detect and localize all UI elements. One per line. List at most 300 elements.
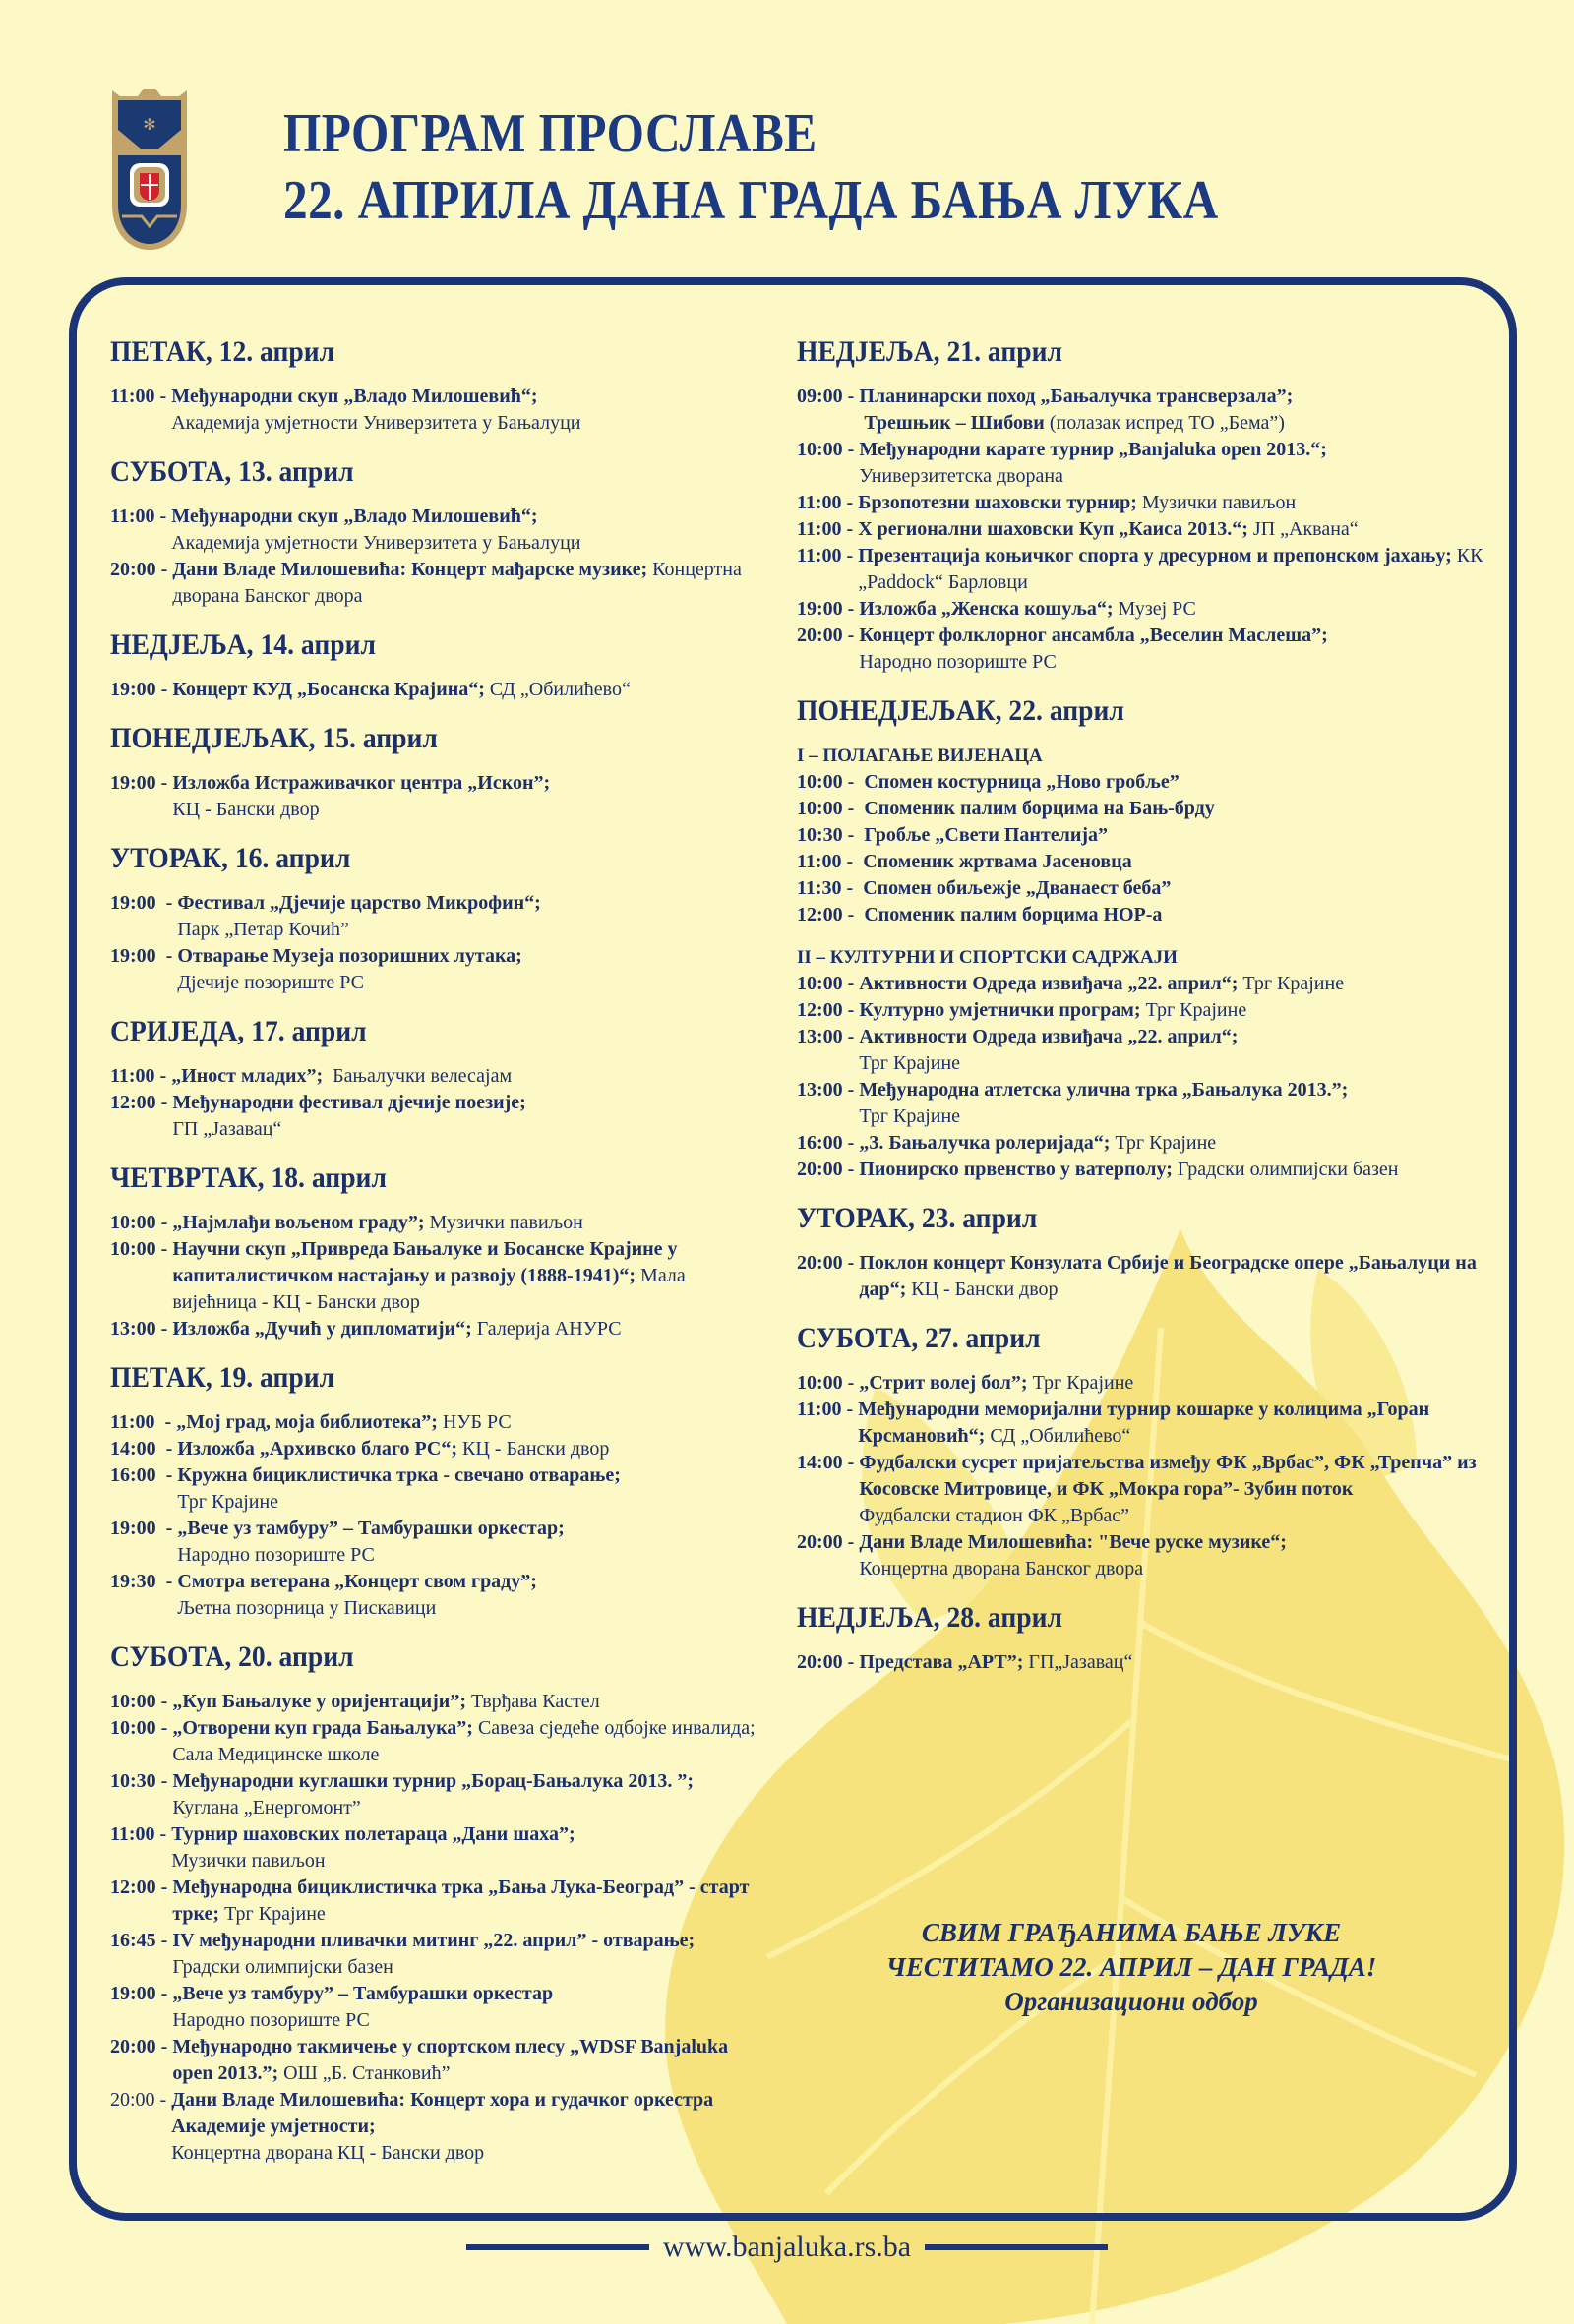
- event-main-line: [172, 1875, 759, 1928]
- event-venue: Куглана „Енергомонт”: [172, 1770, 699, 1818]
- event-title: Смотра ветерана „Концерт свом граду”;: [177, 1571, 537, 1592]
- event-time: 14:00 -: [110, 1438, 178, 1460]
- event-venue: Академија умјетности Универзитета у Бањалуци: [171, 532, 581, 554]
- event-details: [171, 1063, 759, 1090]
- event-main-line: [171, 1063, 759, 1090]
- event-venue: Фудбалски стадион ФК „Врбас”: [859, 1505, 1130, 1526]
- event-details: [171, 384, 759, 437]
- event-venue: Концертна дворана КЦ - Бански двор: [171, 2142, 485, 2164]
- event-details: [177, 943, 759, 996]
- event-item: [797, 384, 1485, 437]
- event-title: Споменик палим борцима на Бањ-брду: [864, 798, 1215, 819]
- event-item: [110, 1981, 759, 2034]
- title-line-1: ПРОГРАМ ПРОСЛАВЕ: [283, 103, 817, 164]
- event-venue: Парк „Петар Кочић”: [177, 919, 349, 940]
- event-time: 10:30 -: [797, 824, 865, 846]
- event-title: Представа „АРТ”;: [859, 1651, 1024, 1673]
- event-title: Културно умјетнички програм;: [859, 999, 1141, 1021]
- event-main-line: [172, 557, 759, 610]
- event-venue: Трг Крајине: [1027, 1372, 1134, 1394]
- event-title: Гробље „Свети Пантелија”: [864, 824, 1109, 846]
- event-main-line: [172, 677, 759, 703]
- event-item: [797, 437, 1485, 490]
- event-title: Фестивал „Дјечије царство Микрофин“;: [177, 892, 541, 914]
- event-venue: Љетна позорница у Пискавици: [177, 1597, 437, 1619]
- event-venue: Концертна дворана Банског двора: [859, 1558, 1144, 1579]
- event-venue: ЈП „Аквана“: [1247, 518, 1359, 540]
- day-heading: СРИЈЕДА, 17. април: [110, 1015, 367, 1047]
- website-link[interactable]: www.banjaluka.rs.ba: [662, 2231, 912, 2263]
- event-time: 20:00 -: [797, 1531, 860, 1553]
- event-time: 19:00 -: [110, 1518, 178, 1539]
- event-item: [110, 1063, 759, 1090]
- event-title: Трешњик – Шибови: [859, 412, 1045, 434]
- event-title: Међународни скуп „Владо Милошевић“;: [171, 386, 538, 407]
- event-details: [864, 796, 1485, 822]
- event-venue: Универзитетска дворана: [859, 465, 1063, 487]
- event-item: [797, 1397, 1485, 1450]
- event-time: 10:00 -: [110, 1238, 173, 1260]
- event-title: Дани Владе Милошевића: Концерт мађарске музике;: [172, 559, 648, 580]
- event-details: [863, 875, 1485, 902]
- event-details: [859, 1024, 1485, 1077]
- event-venue: КЦ - Бански двор: [457, 1438, 610, 1460]
- day-section: [797, 1321, 1485, 1582]
- event-time: 20:00 -: [797, 625, 860, 646]
- event-details: [172, 1928, 759, 1981]
- event-venue: Народно позориште РС: [172, 2009, 370, 2031]
- event-time: 11:00 -: [110, 1065, 172, 1087]
- day-heading: УТОРАК, 16. април: [110, 842, 351, 874]
- event-item: [797, 1077, 1485, 1130]
- event-item: [110, 557, 759, 610]
- event-details: [172, 1090, 759, 1143]
- event-main-line: [859, 1157, 1485, 1183]
- event-title: Спомен костурница „Ново гробље”: [864, 771, 1180, 793]
- event-title: X регионални шаховски Куп „Каиса 2013.“;: [858, 518, 1248, 540]
- event-main-line: [177, 943, 759, 970]
- event-details: [859, 623, 1485, 676]
- event-item: [110, 1715, 759, 1768]
- event-main-line: [177, 1462, 759, 1489]
- event-details: [859, 384, 1485, 437]
- event-main-line: [859, 384, 1485, 410]
- coat-of-arms-icon: [110, 87, 189, 252]
- event-title: Међународна бициклистичка трка „Бања Лука-Београд” - старт трке;: [172, 1877, 750, 1925]
- event-main-line: [172, 2034, 759, 2087]
- event-main-line: [171, 2087, 759, 2140]
- event-time: 16:00 -: [797, 1132, 860, 1154]
- event-item: [110, 1462, 759, 1516]
- event-time: 19:00 -: [110, 772, 173, 794]
- day-section: [110, 1639, 759, 2167]
- event-item: [797, 769, 1485, 796]
- divider-left: [466, 2244, 649, 2250]
- event-title: Изложба „Женска кошуља“;: [859, 598, 1114, 620]
- event-title: „Куп Бањалуке у оријентацији”;: [172, 1691, 466, 1712]
- event-item: [797, 1157, 1485, 1183]
- event-item: [110, 890, 759, 943]
- event-main-line: [859, 623, 1485, 649]
- event-time: 19:00 -: [797, 598, 860, 620]
- event-item: [110, 1210, 759, 1236]
- event-details: [172, 1715, 759, 1768]
- day-section: [110, 1014, 759, 1143]
- event-details: [177, 1516, 759, 1569]
- title-line-2: 22. АПРИЛА ДАНА ГРАДА БАЊА ЛУКА: [283, 170, 1219, 231]
- event-details: [172, 1210, 759, 1236]
- event-item: [797, 1370, 1485, 1397]
- event-item: [797, 849, 1485, 875]
- event-item: [797, 971, 1485, 997]
- event-main-line: [859, 1649, 1485, 1676]
- event-details: [864, 822, 1485, 849]
- event-item: [110, 1436, 759, 1462]
- event-title: Планинарски поход „Бањалучка трансверзала”;: [859, 386, 1294, 407]
- divider-right: [925, 2244, 1108, 2250]
- event-item: [797, 796, 1485, 822]
- event-item: [110, 1236, 759, 1316]
- event-time: 12:00 -: [110, 1877, 173, 1898]
- event-time: 10:00 -: [110, 1717, 173, 1739]
- event-title: Изложба Истраживачког центра „Искон”;: [172, 772, 551, 794]
- event-venue: Музички павиљон: [171, 1850, 326, 1872]
- event-title: Концерт КУД „Босанска Крајина“;: [172, 679, 485, 700]
- event-details: [172, 1316, 759, 1342]
- day-heading: СУБОТА, 20. април: [110, 1640, 354, 1673]
- event-item: [797, 1130, 1485, 1157]
- event-item: [110, 1569, 759, 1622]
- event-main-line: [176, 1409, 759, 1436]
- event-time: 10:00 -: [797, 1372, 860, 1394]
- event-venue: Трг Крајине: [859, 1052, 961, 1074]
- day-heading: ЧЕТВРТАК, 18. април: [110, 1162, 387, 1194]
- event-item: [110, 2087, 759, 2167]
- event-details: [859, 997, 1485, 1024]
- event-details: [172, 1236, 759, 1316]
- event-main-line: [172, 1715, 759, 1768]
- event-title: Међународни меморијални турнир кошарке у колицима „Горан Крсмановић“;: [858, 1399, 1430, 1447]
- website-footer: [0, 2228, 1574, 2267]
- event-time: 12:00 -: [110, 1092, 173, 1113]
- greeting-line-2: ЧЕСТИТАМО 22. АПРИЛ – ДАН ГРАДА!: [885, 1952, 1377, 1982]
- event-item: [110, 1875, 759, 1928]
- event-main-line: [859, 1450, 1485, 1503]
- event-main-line: [859, 1370, 1485, 1397]
- event-main-line: [859, 997, 1485, 1024]
- event-details: [177, 1462, 759, 1516]
- event-item: [797, 822, 1485, 849]
- event-venue: Мала вијећница - КЦ - Бански двор: [172, 1265, 691, 1313]
- event-time: 10:00 -: [797, 973, 860, 994]
- day-section: [110, 721, 759, 823]
- event-time: 11:00 -: [797, 518, 859, 540]
- event-time: 11:00 -: [797, 545, 859, 566]
- event-details: [859, 1529, 1485, 1582]
- event-item: [797, 1250, 1485, 1303]
- event-details: [172, 1875, 759, 1928]
- event-time: 19:00 -: [110, 679, 173, 700]
- event-item: [110, 1768, 759, 1821]
- event-time: 19:00 -: [110, 945, 178, 967]
- event-title: Презентација коњичког спорта у дресурном и препонском јахању;: [858, 545, 1452, 566]
- day-heading: УТОРАК, 23. април: [797, 1202, 1038, 1234]
- event-time: 11:00 -: [110, 1823, 172, 1845]
- event-title: Међународни скуп „Владо Милошевић“;: [171, 506, 538, 527]
- event-venue: ОШ „Б. Станковић”: [278, 2062, 451, 2084]
- event-item: [797, 1649, 1485, 1676]
- day-section: [110, 1360, 759, 1622]
- event-time: 10:00 -: [110, 1212, 173, 1233]
- event-title: Концерт фолклорног ансамбла „Веселин Маслеша”;: [859, 625, 1328, 646]
- day-section: [110, 627, 759, 703]
- event-venue: Градски олимпијски базен: [172, 1930, 700, 1978]
- event-venue: КК „Paddock“ Барловци: [858, 545, 1488, 593]
- event-venue: Трг Крајине: [219, 1903, 326, 1925]
- event-venue: КЦ - Бански двор: [172, 799, 320, 820]
- event-time: 10:00 -: [110, 1691, 173, 1712]
- event-main-line: [171, 1821, 759, 1848]
- day-heading: ПОНЕДЈЕЉАК, 15. април: [110, 722, 438, 754]
- event-time: 11:00 -: [110, 1411, 177, 1433]
- event-main-line: [172, 1316, 759, 1342]
- event-item: [110, 1689, 759, 1715]
- event-extra-line: [859, 410, 1485, 437]
- event-time: 11:00 -: [110, 386, 172, 407]
- day-section: [110, 334, 759, 437]
- event-time: 12:00 -: [797, 904, 865, 925]
- event-title: Поклон концерт Конзулата Србије и Београдске опере „Бањалуци на дар“;: [859, 1252, 1477, 1300]
- event-title: „Вече уз тамбуру” – Тамбурашки оркестар;: [177, 1518, 565, 1539]
- event-details: [864, 902, 1485, 928]
- event-details: [176, 1409, 759, 1436]
- left-column: [110, 334, 759, 2167]
- event-item: [797, 875, 1485, 902]
- event-venue: (полазак испред ТО „Бема”): [1044, 412, 1285, 434]
- event-time: 10:00 -: [797, 798, 865, 819]
- day-heading: ПОНЕДЈЕЉАК, 22. април: [797, 694, 1124, 727]
- event-title: Фудбалски сусрет пријатељства између ФК „Врбас”, ФК „Трепча” из Косовске Митровице, и ФК „Мокра гора”- Зубин поток: [859, 1452, 1477, 1500]
- event-item: [110, 677, 759, 703]
- event-venue: Музички павиљон: [1136, 492, 1297, 513]
- event-time: 20:00 -: [110, 2036, 173, 2057]
- event-venue: Бањалучки велесајам: [323, 1065, 513, 1087]
- event-time: 12:00 -: [797, 999, 860, 1021]
- event-title: Споменик жртвама Јасеновца: [863, 851, 1132, 872]
- event-details: [172, 1689, 759, 1715]
- day-section: [797, 1600, 1485, 1676]
- event-main-line: [172, 1090, 759, 1116]
- event-details: [859, 437, 1485, 490]
- event-main-line: [177, 1516, 759, 1542]
- event-venue: Савеза сједеће одбојке инвалида; Сала Медицинске школе: [172, 1717, 760, 1765]
- event-time: 11:00 -: [797, 1399, 859, 1420]
- organizing-committee: Организациони одбор: [1004, 1987, 1258, 2016]
- event-details: [864, 769, 1485, 796]
- event-title: Међународни карате турнир „Banjaluka open 2013.“;: [859, 439, 1327, 460]
- subsection-title: I – ПОЛАГАЊЕ ВИЈЕНАЦА: [797, 745, 1043, 766]
- event-item: [797, 543, 1488, 596]
- event-venue: Галерија АНУРС: [471, 1318, 622, 1340]
- event-main-line: [172, 1236, 759, 1316]
- event-details: [859, 596, 1485, 623]
- event-details: [859, 1157, 1485, 1183]
- event-details: [863, 849, 1485, 875]
- event-main-line: [858, 490, 1485, 516]
- day-heading: НЕДЈЕЉА, 14. април: [110, 628, 376, 661]
- event-venue: Трг Крајине: [177, 1491, 279, 1513]
- event-title: „Стрит волеј бол”;: [859, 1372, 1028, 1394]
- event-title: Пионирско првенство у ватерполу;: [859, 1159, 1173, 1180]
- event-main-line: [859, 971, 1485, 997]
- event-item: [110, 1409, 759, 1436]
- event-main-line: [859, 1077, 1485, 1103]
- day-section: [110, 454, 759, 610]
- event-main-line: [172, 1928, 759, 1981]
- event-details: [172, 1981, 759, 2034]
- event-details: [177, 1569, 759, 1622]
- event-time: 20:00 -: [797, 1252, 860, 1274]
- event-main-line: [858, 1397, 1485, 1450]
- event-main-line: [172, 1689, 759, 1715]
- event-item: [797, 1450, 1485, 1529]
- day-section: [797, 334, 1488, 676]
- event-title: Изложба „Архивско благо РС“;: [177, 1438, 458, 1460]
- event-item: [110, 770, 759, 823]
- event-time: 10:30 -: [110, 1770, 173, 1792]
- event-details: [858, 490, 1485, 516]
- event-venue: Музеј РС: [1113, 598, 1196, 620]
- event-item: [797, 490, 1485, 516]
- event-title: Међународна атлетска улична трка „Бањалука 2013.”;: [859, 1079, 1349, 1101]
- event-item: [110, 1928, 759, 1981]
- event-item: [797, 1024, 1485, 1077]
- event-details: [171, 2087, 759, 2167]
- event-title: Споменик палим борцима НОР-а: [864, 904, 1163, 925]
- day-section: [797, 693, 1485, 1183]
- event-venue: Дјечије позориште РС: [177, 972, 365, 993]
- event-details: [172, 557, 759, 610]
- event-item: [797, 1529, 1485, 1582]
- event-main-line: [859, 1130, 1485, 1157]
- event-title: Брзопотезни шаховски турнир;: [858, 492, 1137, 513]
- event-time: 20:00 -: [797, 1651, 860, 1673]
- event-main-line: [171, 504, 759, 530]
- right-column: [797, 334, 1488, 1676]
- event-main-line: [864, 822, 1485, 849]
- event-title: „Отворени куп града Бањалука”;: [172, 1717, 473, 1739]
- event-time: 11:00 -: [110, 506, 172, 527]
- greeting-line-1: СВИМ ГРАЂАНИМА БАЊЕ ЛУКЕ: [921, 1918, 1342, 1947]
- greeting-block: [817, 1916, 1446, 2019]
- event-time: 20:00 -: [110, 559, 173, 580]
- event-venue: Градски олимпијски базен: [1172, 1159, 1399, 1180]
- event-item: [110, 384, 759, 437]
- event-item: [797, 997, 1485, 1024]
- event-time: 13:00 -: [797, 1026, 860, 1047]
- event-title: Међународно такмичење у спортском плесу „WDSF Banjaluka open 2013.”;: [172, 2036, 729, 2084]
- event-time: 11:00 -: [797, 851, 864, 872]
- event-time: 13:00 -: [110, 1318, 173, 1340]
- event-venue: ГП„Јазавац“: [1023, 1651, 1133, 1673]
- event-venue: Трг Крајине: [1110, 1132, 1217, 1154]
- day-heading: СУБОТА, 13. април: [110, 455, 354, 488]
- event-venue: Трг Крајине: [1140, 999, 1247, 1021]
- event-title: „Најмлађи вољеном граду”;: [172, 1212, 425, 1233]
- event-time: 16:00 -: [110, 1464, 178, 1486]
- page-title: [283, 100, 1219, 234]
- day-heading: ПЕТАК, 19. април: [110, 1361, 335, 1394]
- event-venue: ГП „Јазавац“: [172, 1118, 282, 1140]
- event-venue: Концертна дворана Банског двора: [172, 559, 747, 607]
- event-venue: Трг Крајине: [859, 1105, 961, 1127]
- day-heading: СУБОТА, 27. април: [797, 1322, 1041, 1354]
- event-details: [171, 504, 759, 557]
- event-title: „Мој град, моја библиотека”;: [176, 1411, 438, 1433]
- event-item: [110, 504, 759, 557]
- event-details: [859, 1649, 1485, 1676]
- event-main-line: [172, 1981, 759, 2007]
- event-main-line: [864, 796, 1485, 822]
- event-details: [858, 543, 1488, 596]
- event-main-line: [859, 1024, 1485, 1050]
- event-main-line: [177, 1569, 759, 1595]
- event-main-line: [858, 543, 1488, 596]
- event-time: 14:00 -: [797, 1452, 860, 1473]
- day-heading: ПЕТАК, 12. април: [110, 335, 335, 368]
- event-title: Дани Владе Милошевића: "Вече руске музике“;: [859, 1531, 1287, 1553]
- event-details: [859, 1077, 1485, 1130]
- event-main-line: [172, 770, 759, 797]
- event-title: Научни скуп „Привреда Бањалуке и Босанске Крајине у капиталистичком настајању и развоју (1888-1941)“;: [172, 1238, 678, 1286]
- event-details: [859, 1370, 1485, 1397]
- event-venue: КЦ - Бански двор: [906, 1279, 1059, 1300]
- event-details: [172, 677, 759, 703]
- event-time: 19:00 -: [110, 1983, 173, 2004]
- event-title: Дани Владе Милошевића: Концерт хора и гудачког оркестра Академије умјетности;: [171, 2089, 714, 2137]
- event-main-line: [863, 849, 1485, 875]
- event-title: Кружна бициклистичка трка - свечано отварање;: [177, 1464, 621, 1486]
- event-main-line: [864, 769, 1485, 796]
- event-item: [797, 516, 1485, 543]
- event-venue: Народно позориште РС: [859, 651, 1057, 673]
- event-details: [859, 971, 1485, 997]
- day-heading: НЕДЈЕЉА, 28. април: [797, 1601, 1062, 1634]
- event-title: Изложба „Дучић у дипломатији“;: [172, 1318, 472, 1340]
- day-section: [110, 841, 759, 996]
- event-title: Спомен обиљежје „Дванаест беба”: [863, 877, 1172, 899]
- event-main-line: [858, 516, 1485, 543]
- event-details: [177, 1436, 759, 1462]
- event-item: [797, 902, 1485, 928]
- event-title: Међународни куглашки турнир „Борац-Бањалука 2013. ”;: [172, 1770, 695, 1792]
- event-details: [177, 890, 759, 943]
- event-time: 20:00 -: [110, 2089, 172, 2111]
- event-details: [172, 1768, 759, 1821]
- event-main-line: [172, 1210, 759, 1236]
- event-item: [110, 1516, 759, 1569]
- event-main-line: [859, 1529, 1485, 1556]
- event-main-line: [171, 384, 759, 410]
- event-main-line: [177, 890, 759, 917]
- event-venue: Музички павиљон: [424, 1212, 583, 1233]
- event-venue: СД „Обилићево“: [985, 1425, 1131, 1447]
- event-time: 16:45 -: [110, 1930, 173, 1951]
- event-venue: Трг Крајине: [1238, 973, 1345, 994]
- event-details: [859, 1130, 1485, 1157]
- day-section: [797, 1201, 1485, 1303]
- event-main-line: [859, 596, 1485, 623]
